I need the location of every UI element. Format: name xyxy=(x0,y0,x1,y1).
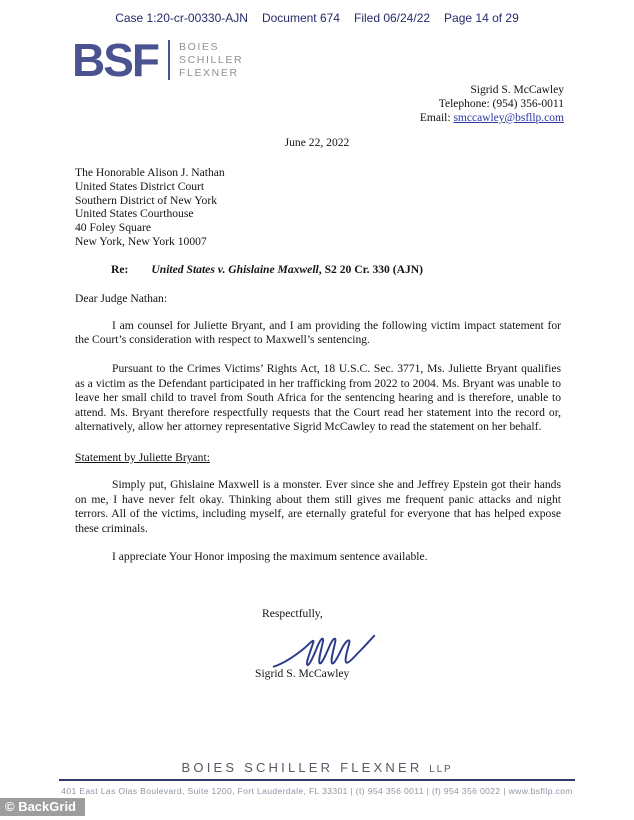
logo-word-flexner: FLEXNER xyxy=(179,66,239,79)
recipient-line: United States District Court xyxy=(75,179,205,193)
body-paragraph-2: Pursuant to the Crimes Victims’ Rights Act, 18 U.S.C. Sec. 3771, Ms. Juliette Bryant qualifies as a victim as the Defendant participated in her trafficking from 2022 to 2004. Ms. Bryant was unable to leave her small child to travel from South Africa for the sentencing hearing and is therefore, unable to attend. Ms. Bryant therefore respectfully requests that the Court read her statement into the record or, alternatively, allow her attorney representative Sigrid McCawley to read the statement on her behalf. xyxy=(75,361,561,434)
closing-paragraph: I appreciate Your Honor imposing the maximum sentence available. xyxy=(112,550,428,564)
logo-divider xyxy=(168,40,170,80)
body-paragraph-1: I am counsel for Juliette Bryant, and I am providing the following victim impact statement for the Court’s consideration with respect to Maxwell’s sentencing. xyxy=(75,318,561,347)
attorney-telephone: Telephone: (954) 356-0011 xyxy=(438,97,564,110)
letter-date: June 22, 2022 xyxy=(284,136,350,149)
signature-typed-name: Sigrid S. McCawley xyxy=(255,666,350,680)
recipient-line: Southern District of New York xyxy=(75,193,218,207)
footer-firm-name-text: BOIES SCHILLER FLEXNER xyxy=(181,760,423,775)
re-case-name: United States v. Ghislaine Maxwell xyxy=(151,262,319,276)
ecf-case-caption xyxy=(0,0,634,25)
recipient-line: United States Courthouse xyxy=(75,207,194,221)
salutation: Dear Judge Nathan: xyxy=(75,291,168,305)
bsf-logo-acronym: BSF xyxy=(72,34,158,86)
email-label: Email: xyxy=(419,111,454,124)
attorney-email-line xyxy=(420,112,564,126)
footer-firm-name xyxy=(0,760,634,775)
statement-paragraph: Simply put, Ghislaine Maxwell is a monster. Ever since she and Jeffrey Epstein got their hands on me, I have never felt okay. Thinking about them still gives me frequent panic attacks and night terrors. All of the victims, including myself, are eternally grateful for everyone that has helped expose these criminals. xyxy=(75,477,561,535)
statement-heading: Statement by Juliette Bryant: xyxy=(75,450,210,464)
attorney-contact-block xyxy=(420,84,564,125)
firm-logo xyxy=(72,34,634,86)
recipient-line: New York, New York 10007 xyxy=(75,234,207,248)
recipient-line: 40 Foley Square xyxy=(75,221,151,235)
logo-firm-words xyxy=(179,41,243,80)
filed-date: Filed 06/24/22 xyxy=(353,11,431,25)
letterhead-footer xyxy=(0,760,634,796)
recipient-address-block xyxy=(75,166,634,249)
backgrid-watermark: © BackGrid xyxy=(0,798,85,816)
case-number: Case 1:20-cr-00330-AJN xyxy=(115,11,248,25)
logo-word-boies: BOIES xyxy=(179,40,220,53)
recipient-line: The Honorable Alison J. Nathan xyxy=(75,166,225,179)
footer-rule xyxy=(59,779,575,781)
re-case-number: , S2 20 Cr. 330 (AJN) xyxy=(318,262,424,276)
logo-word-schiller: SCHILLER xyxy=(179,53,244,66)
document-number: Document 674 xyxy=(261,11,340,25)
attorney-name: Sigrid S. McCawley xyxy=(470,84,564,96)
page-number: Page 14 of 29 xyxy=(444,11,519,25)
re-label: Re: xyxy=(111,262,129,276)
re-line xyxy=(111,263,561,276)
email-link[interactable]: smccawley@bsfllp.com xyxy=(453,111,564,124)
footer-firm-suffix: LLP xyxy=(429,764,453,775)
signature-handwriting xyxy=(272,625,376,673)
footer-address-line: 401 East Las Olas Boulevard, Suite 1200, Fort Lauderdale, FL 33301 | (t) 954 356 0011 | (f) 954 356 0022 | www.bsfllp.com xyxy=(61,786,573,796)
closing-word: Respectfully, xyxy=(262,606,323,620)
